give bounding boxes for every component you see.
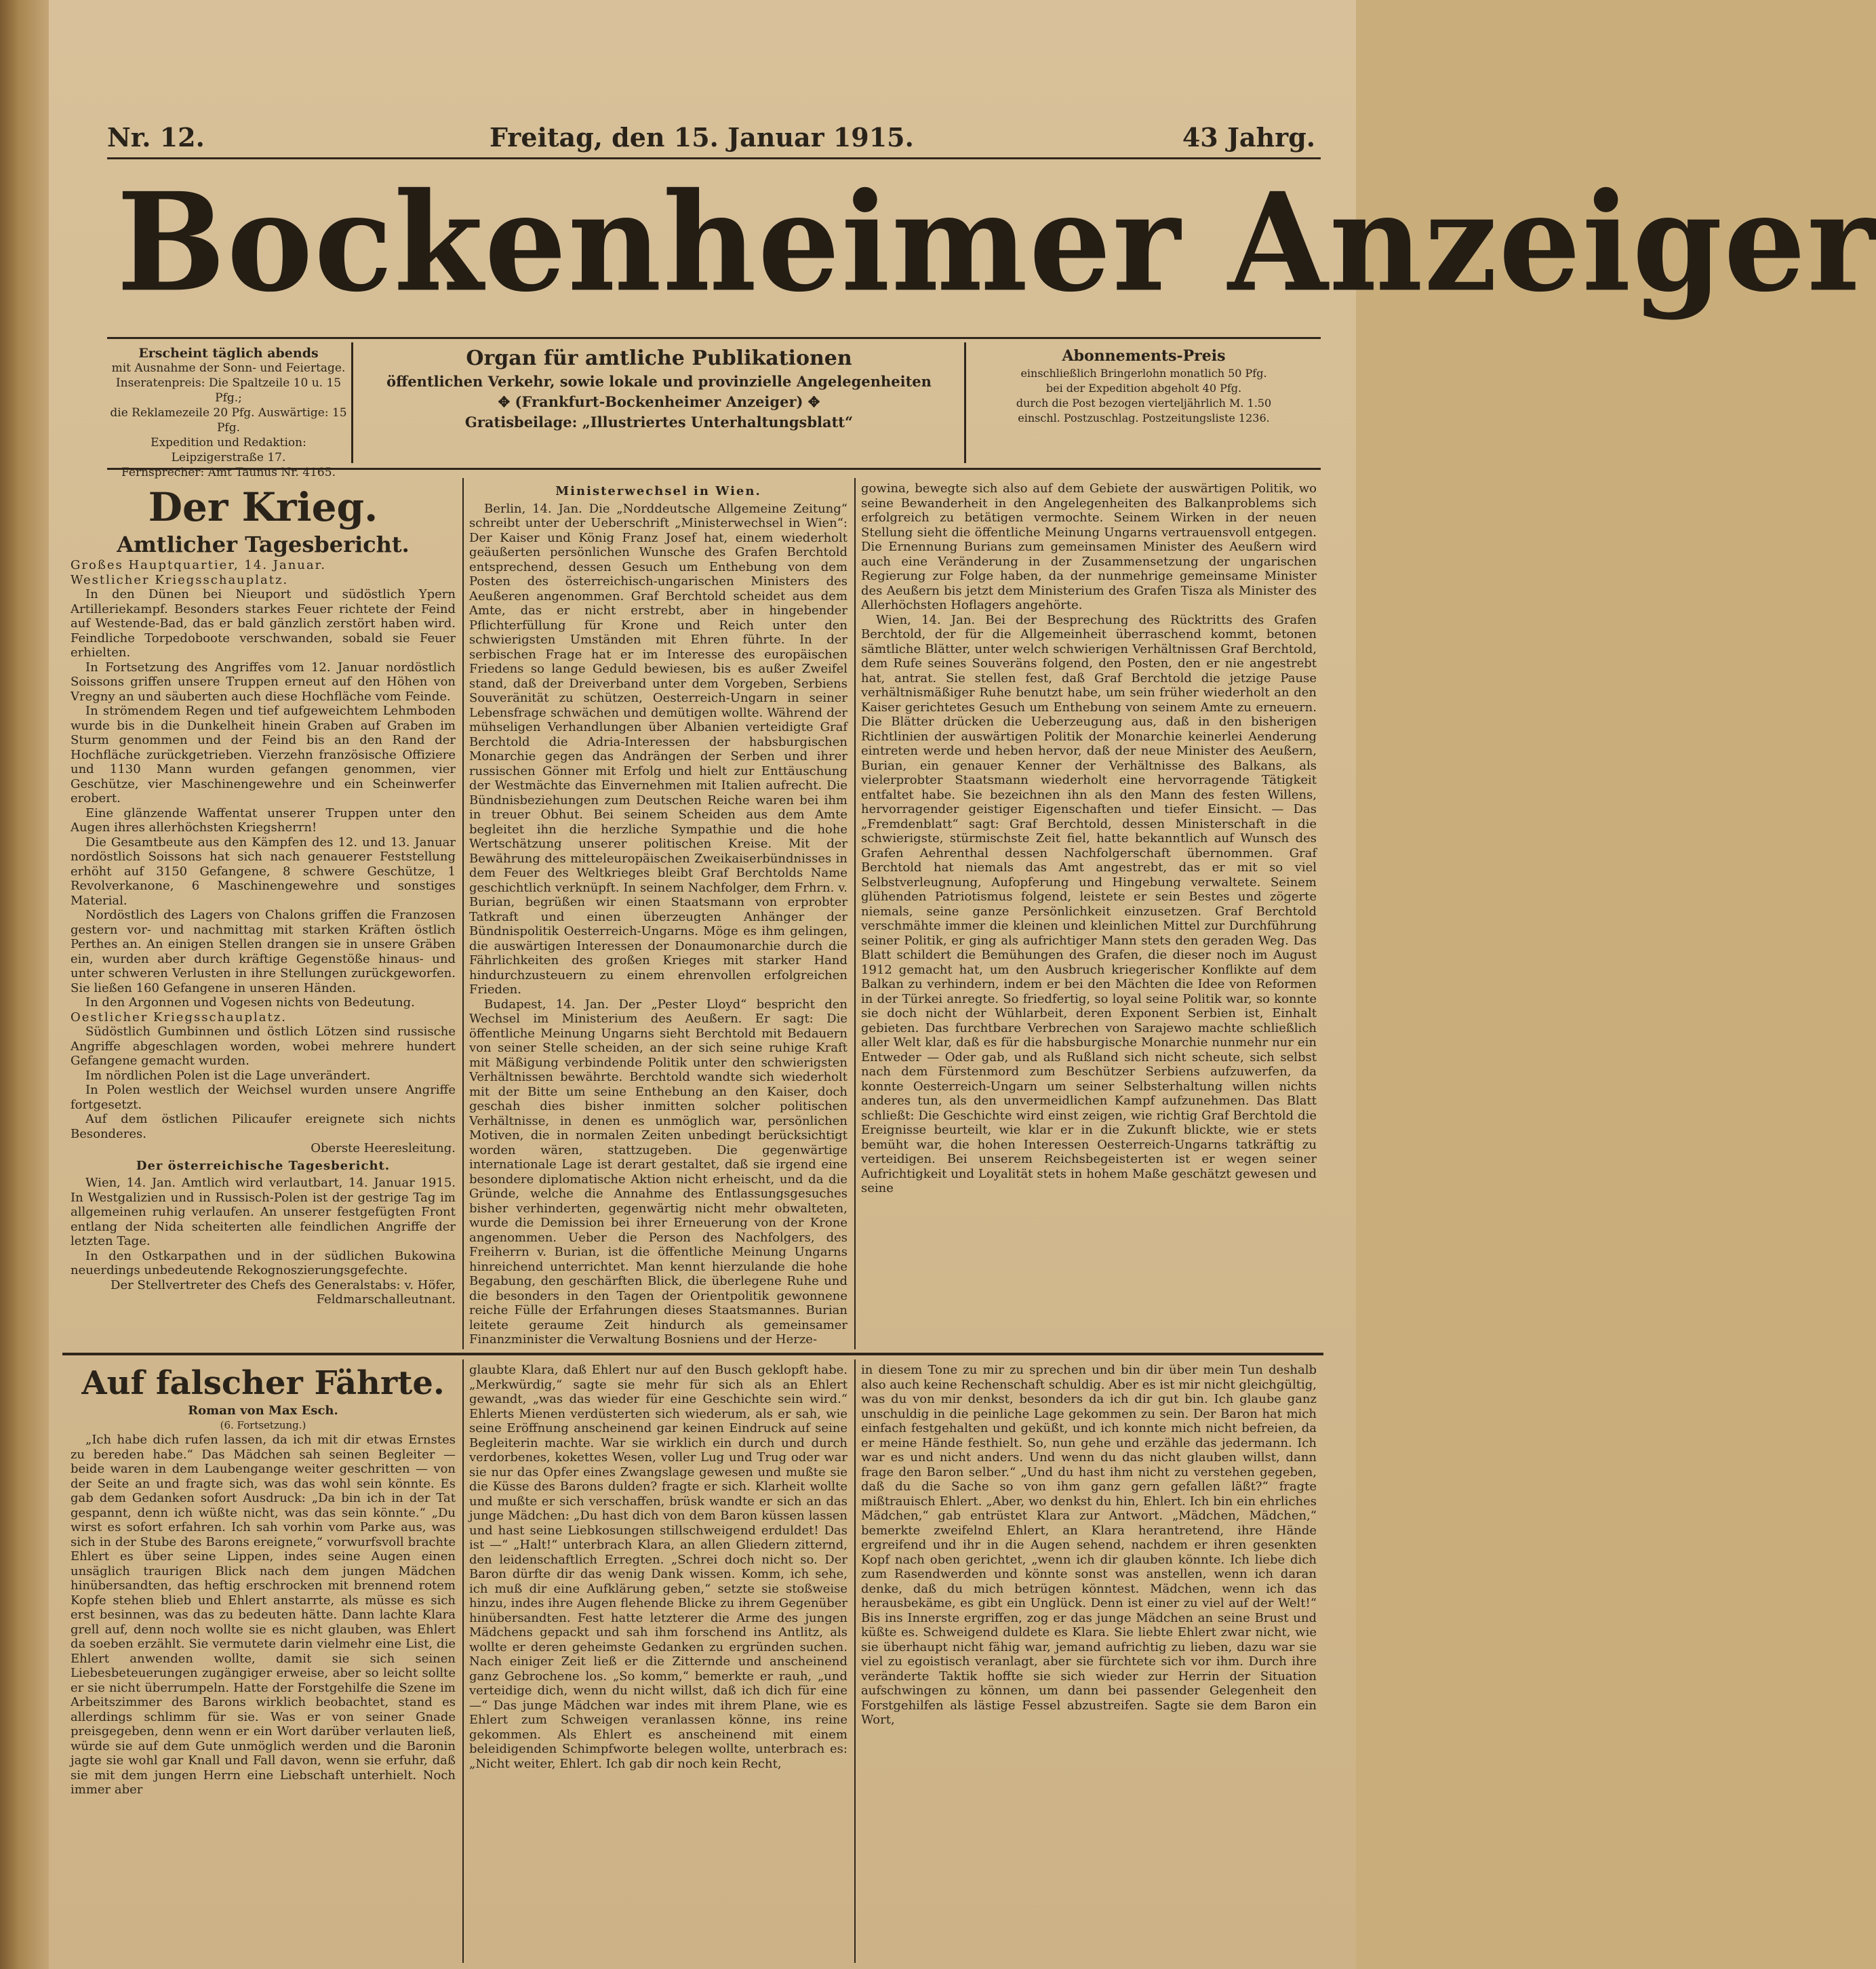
issue-year: 43 Jahrg. <box>1182 122 1315 153</box>
paragraph: Wien, 14. Jan. Bei der Besprechung des Rücktritts des Grafen Berchtold, der für die Allgemeinheit überraschend kommt, betonen sämtliche Blätter, unter welch schwierigen Verhältnissen Graf Berchtold, dem Rufe seines Souveräns folgend, den Posten, den er nie angestrebt hat, antrat. Sie stellen fest, daß Graf Berchtold die jetzige Pause verhältnismäßiger Ruhe benutzt habe, um sein früher wiederholt an den Kaiser gerichtetes Gesuch um Enthebung von seinem Amte zu erneuern. Die Blätter drücken die Ueberzeugung aus, daß in den bisherigen Richtlinien der auswärtigen Politik der Monarchie keinerlei Aenderung eintreten werde und heben hervor, daß der neue Minister des Aeußern, Burian, ein genauer Kenner der Verhältnisse des Balkans, als vielerprobter Staatsmann wiederholt eine hervorragende Tätigkeit entfaltet habe. Sie bezeichnen ihn als den Mann des festen Willens, hervorragender geistiger Eigenschaften und tiefer Einsicht. — Das „Fremdenblatt“ sagt: Graf Berchtold, dessen Ministerschaft in die schwierigste, stürmischste Zeit fiel, hatte bekanntlich auf Wunsch des Grafen Aehrenthal dessen Nachfolgerschaft übernommen. Graf Berchtold hat niemals das Amt angestrebt, das er mit so viel Selbstverleugnung, Aufopferung und Hingebung verwaltete. Seinem glühenden Patriotismus folgend, leistete er sein Bestes und zögerte niemals, seine ganze Persönlichkeit einzusetzen. Graf Berchtold verschmähte immer die kleinen und kleinlichen Mittel zur Durchführung seiner Politik, er ging als aufrichtiger Mann stets den geraden Weg. Das Blatt schildert die Bemühungen des Grafen, die dieser noch im August 1912 gemacht hat, um den Ausbruch kriegerischer Konflikte auf dem Balkan zu verhindern, indem er bei den Mächten die Idee von Reformen in der Türkei anregte. So friedfertig, so loyal seine Politik war, so konnte sie doch nicht der Wühlarbeit, deren Exponent Serbien ist, Einhalt gebieten. Das furchtbare Verbrechen von Sarajewo machte schließlich aller Welt klar, daß es für die habsburgische Monarchie nunmehr nur ein Entweder — Oder gab, und als Rußland sich nicht scheute, sich selbst nach dem Fürstenmord zum Beschützer Serbiens aufzuwerfen, da konnte Oesterreich-Ungarn um seiner Selbsterhaltung willen nichts anderes tun, als den unvermeidlichen Kampf aufzunehmen. Das Blatt schließt: Die Geschichte wird einst zeigen, wie richtig Graf Berchtold die Ereignisse beurteilt, wie klar er in die Zukunft blickte, wie er stets bemüht war, die hohen Interessen Oesterreich-Ungarns tatkräftig zu verteidigen. Bei unserem Reichsbegeisterten ist er wegen seiner Aufrichtigkeit und Loyalität stets in hohem Maße geschätzt gewesen und seine <box>861 612 1317 1195</box>
top-rule <box>107 157 1321 159</box>
box-top-rule <box>107 337 1321 339</box>
serial-title: Auf falscher Fährte. <box>81 1364 445 1402</box>
serial-continuation: (6. Fortsetzung.) <box>220 1418 306 1431</box>
supplement-note: Gratisbeilage: „Illustriertes Unterhaltungsblatt“ <box>464 414 854 431</box>
paragraph: Im nördlichen Polen ist die Lage unverändert. <box>85 1068 371 1083</box>
minister-change-column <box>469 481 847 1346</box>
ornament-icon: ✥ <box>803 393 820 410</box>
box-divider-left <box>351 342 353 463</box>
paragraph: Budapest, 14. Jan. Der „Pester Lloyd“ bespricht den Wechsel im Ministerium des Aeußern. Er sagt: Die öffentliche Meinung Ungarns sieht Berchtold mit Bedauern von seiner Stelle scheiden, an der sich seine ruhige Kraft mit Mäßigung verbindende Politik unter den schwierigsten Verhältnissen bewährte. Berchtold wandte sich wiederholt mit der Bitte um seine Enthebung an den Kaiser, doch geschah dies bisher inmitten solcher politischen Verhältnisse, in denen es unmöglich war, persönlichen Motiven, die in normalen Zeiten unbedingt berücksichtigt worden wären, stattzugeben. Die gegenwärtige internationale Lage ist derart gestaltet, daß sie irgend eine besondere diplomatische Aktion nicht erheischt, und da die Gründe, welche die Annahme des Entlassungsgesuches bisher verhinderten, gegenwärtig nicht mehr obwalteten, wurde die Demission bei ihrer Erneuerung von der Krone angenommen. Ueber die Person des Nachfolgers, des Freiherrn v. Burian, ist die öffentliche Meinung Ungarns hinreichend unterrichtet. Man kennt hierzulande die hohe Begabung, den geschärften Blick, die überlegene Ruhe und die besonders in den Tagen der Orientpolitik gewonnene reiche Fülle der Erfahrungen dieses Staatsmannes. Burian leitete geraume Zeit hindurch als gemeinsamer Finanzminister die Verwaltung Bosniens und der Herze- <box>469 997 847 1347</box>
paragraph: in diesem Tone zu mir zu sprechen und bin dir über mein Tun deshalb also auch keine Rechenschaft schuldig. Aber es ist mir nicht gleichgültig, was du von mir denkst, besonders da ich dir gut bin. Ich glaube ganz unschuldig in die peinliche Lage gekommen zu sein. Der Baron hat mich einfach festgehalten und geküßt, und ich konnte mich nicht befreien, da er meine Hände festhielt. So, nun gehe und erzähle das jedermann. Ich war es und nicht anders. Und wenn du das nicht glauben willst, dann frage den Baron selber.“ „Und du hast ihm nicht zu verstehen gegeben, daß du die Sache so von ihm ganz gern gefallen läßt?“ fragte mißtrauisch Ehlert. „Aber, wo denkst du hin, Ehlert. Ich bin ein ehrliches Mädchen,“ gab entrüstet Klara zur Antwort. „Mädchen, Mädchen,“ bemerkte zweifelnd Ehlert, an Klara herantretend, ihre Hände ergreifend und ihr in die Augen sehend, nachdem er ihren gesenkten Kopf nach oben gerichtet, „wenn ich dir glauben könnte. Ich liebe dich zum Rasendwerden und könnte sonst was anstellen, wenn ich daran denke, daß du mich betrügen könntest. Mädchen, wenn ich das herausbekäme, es gibt ein Unglück. Denn ist einer zu viel auf der Welt!“ Bis ins Innerste ergriffen, zog er das junge Mädchen an seine Brust und küßte es. Schweigend duldete es Klara. Sie liebte Ehlert zwar nicht, wie sie überhaupt nicht fähig war, jemand aufrichtig zu lieben, dazu war sie viel zu egoistisch veranlagt, aber sie fürchtete sich vor ihm. Durch ihre veränderte Taktik hoffte sie sich wieder zur Herrin der Situation aufschwingen zu können, um dann bei passender Gelegenheit den Forstgehilfen als lästige Fessel abzustreifen. Sagte sie dem Baron ein Wort, <box>861 1363 1317 1727</box>
paragraph: In den Argonnen und Vogesen nichts von Bedeutung. <box>85 995 415 1010</box>
ornament-icon: ✥ <box>498 393 515 410</box>
organ-subtitle: ✥ (Frankfurt-Bockenheimer Anzeiger) ✥ <box>498 393 820 410</box>
column-rule-3 <box>462 1359 464 1963</box>
phone-number: Fernsprecher: Amt Taunus Nr. 4165. <box>121 466 336 479</box>
paragraph: Nordöstlich des Lagers von Chalons griffen die Franzosen gestern vor- und nachmittag mit starken Kräften östlich Perthes an. An einigen Stellen drangen sie in unsere Gräben ein, wurden aber durch kräftige Gegenstöße hinaus- und unter schweren Verlusten in ihre Stellungen zurückgeworfen. Sie ließen 160 Gefangene in unseren Händen. <box>71 908 456 995</box>
feuilleton-rule <box>62 1353 1323 1355</box>
column-rule-4 <box>854 1359 856 1963</box>
subscription-post: durch die Post bezogen vierteljährlich M. 1.50 <box>1016 397 1272 410</box>
minister-change-continued <box>861 481 1317 1346</box>
paragraph: Südöstlich Gumbinnen und östlich Lötzen sind russische Angriffe abgeschlagen worden, wobei mehrere hundert Gefangene gemacht wurden. <box>71 1025 456 1068</box>
war-report-column <box>71 478 456 1346</box>
paragraph: Eine glänzende Waffentat unserer Truppen unter den Augen ihres allerhöchsten Kriegsherrn! <box>71 806 456 835</box>
serial-column-3 <box>861 1363 1317 1960</box>
column-rule-1 <box>462 478 464 1349</box>
serial-author: Roman von Max Esch. <box>188 1404 338 1418</box>
western-front-heading: Westlicher Kriegsschauplatz. <box>71 572 289 587</box>
paragraph: In Fortsetzung des Angriffes vom 12. Januar nordöstlich Soissons griffen unsere Truppen erneut auf den Höhen von Vregny an und säuberten auch diese Hochfläche vom Feinde. <box>71 660 456 704</box>
left-info-box <box>110 346 347 480</box>
newspaper-page <box>49 0 1876 1969</box>
editorial-address: Expedition und Redaktion: Leipzigerstraße 17. <box>151 436 306 464</box>
paragraph: In den Dünen bei Nieuport und südöstlich Ypern Artilleriekampf. Besonders starkes Feuer richtete der Feind auf Westende-Bad, das er bald gänzlich zerstört haben wird. Feindliche Torpedoboote verschwanden, sobald sie Feuer erhielten. <box>71 587 456 660</box>
signature: Oberste Heeresleitung. <box>311 1141 456 1155</box>
war-subheadline: Amtlicher Tagesbericht. <box>117 532 410 557</box>
column-rule-2 <box>854 478 856 1349</box>
masthead-title: Bockenheimer Anzeiger <box>117 163 1876 322</box>
binding-edge <box>0 0 49 1969</box>
serial-column-1 <box>71 1363 456 1960</box>
eastern-front-heading: Oestlicher Kriegsschauplatz. <box>71 1010 287 1025</box>
paragraph: In den Ostkarpathen und in der südlichen Bukowina neuerdings unbedeutende Rekognoszierungsgefechte. <box>71 1248 456 1277</box>
paragraph: gowina, bewegte sich also auf dem Gebiete der auswärtigen Politik, wo seine Bewanderheit in den Angelegenheiten des Balkanproblems sich erfolgreich zu betätigen vermochte. Seinem Wirken in der neuen Stellung sieht die öffentliche Meinung Ungarns vertrauensvoll entgegen. Die Ernennung Burians zum gemeinsamen Minister des Aeußern wird auch eine Veränderung in der Zusammensetzung der ungarischen Regierung zur Folge haben, da der nunmehrige gemeinsame Minister des Aeußern bis jetzt dem Ministerium des Grafen Tisza als Minister des Allerhöchsten Hoflagers angehörte. <box>861 481 1317 612</box>
ad-price-2: die Reklamezeile 20 Pfg. Auswärtige: 15 Pfg. <box>110 406 347 435</box>
organ-line: öffentlichen Verkehr, sowie lokale und provinzielle Angelegenheiten <box>386 373 932 390</box>
paragraph: In Polen westlich der Weichsel wurden unsere Angriffe fortgesetzt. <box>71 1083 456 1112</box>
subscription-pickup: bei der Expedition abgeholt 40 Pfg. <box>1045 382 1242 395</box>
publish-note: Erscheint täglich abends <box>138 346 319 361</box>
austrian-report-heading: Der österreichische Tagesbericht. <box>136 1158 391 1173</box>
box-divider-right <box>964 342 966 463</box>
paragraph: In strömendem Regen und tief aufgeweichtem Lehmboden wurde bis in die Dunkelheit hinein Graben auf Graben im Sturm genommen und der Feind bis an den Rand der Hochfläche zurückgetrieben. Vierzehn französische Offiziere und 1130 Mann wurden gefangen genommen, vier Geschütze, vier Maschinengewehre und ein Scheinwerfer erobert. <box>71 704 456 806</box>
paragraph: Die Gesamtbeute aus den Kämpfen des 12. und 13. Januar nordöstlich Soissons hat sich nach genauerer Feststellung erhöht auf 3150 Gefangene, 8 schwere Geschütze, 1 Revolverkanone, 6 Maschinengewehre und sonstiges Material. <box>71 835 456 908</box>
ad-price: Inseratenpreis: Die Spaltzeile 10 u. 15 Pfg.; <box>115 376 342 405</box>
paragraph: glaubte Klara, daß Ehlert nur auf den Busch geklopft habe. „Merkwürdig,“ sagte sie mehr für sich als an Ehlert gewandt, „was das wieder für eine Geschichte sein wird.“ Ehlerts Mienen verdüsterten sich wiederum, als er sah, wie seine Eröffnung anscheinend gar keinen Eindruck auf seine Begleiterin machte. War sie wirklich ein durch und durch verdorbenes, kokettes Wesen, voller Lug und Trug oder war sie nur das Opfer eines Zwangslage gewesen und mußte sie die Küsse des Barons dulden? fragte er sich. Klarheit wollte und mußte er sich verschaffen, brüsk wandte er sich an das junge Mädchen: „Du hast dich von dem Baron küssen lassen und hast seine Liebkosungen stillschweigend erduldet! Das ist —“ „Halt!“ unterbrach Klara, an allen Gliedern zitternd, den leidenschaftlich Erregten. „Schrei doch nicht so. Der Baron dürfte dir das wenig Dank wissen. Komm, ich sehe, ich muß dir eine Aufklärung geben,“ setzte sie stoßweise hinzu, indes ihre Augen flehende Blicke zu ihrem Gegenüber hinübersandten. Fest hatte letzterer die Arme des jungen Mädchens gepackt und sah ihm forschend ins Antlitz, als wollte er deren geheimste Gedanken zu ergründen suchen. Nach einiger Zeit ließ er die Zitternde und anscheinend ganz Gebrochene los. „So komm,“ bemerkte er rauh, „und verteidige dich, wenn du nicht willst, daß ich dich für eine —“ Das junge Mädchen war indes mit ihrem Plane, wie es Ehlert zum Schweigen veranlassen könne, ins reine gekommen. Als Ehlert es anscheinend mit einem beleidigenden Schimpfworte belegen wollte, unterbrach es: „Nicht weiter, Ehlert. Ich gab dir noch kein Recht, <box>469 1363 847 1771</box>
paragraph: „Ich habe dich rufen lassen, da ich mit dir etwas Ernstes zu bereden habe.“ Das Mädchen sah seinen Begleiter — beide waren in dem Laubengange weiter geschritten — von der Seite an und fragte sich, was das wohl sein könnte. Es gab dem Gedanken sofort Ausdruck: „Da bin ich in der Tat gespannt, denn ich wüßte nicht, was das sein könnte.“ „Du wirst es sofort erfahren. Ich sah vorhin vom Parke aus, was sich in der Stube des Barons ereignete,“ vorwurfsvoll brachte Ehlert es über seine Lippen, indes seine Augen einen unsäglich traurigen Blick nach dem jungen Mädchen hinübersandten, das heftig erschrocken mit brennend rotem Kopfe stehen blieb und Ehlert anstarrte, als müsse es sich erst besinnen, was das zu bedeuten hätte. Dann lachte Klara grell auf, denn noch wollte sie es nicht glauben, was Ehlert da soeben erzählt. Sie vermutete darin vielmehr eine List, die Ehlert anwenden wollte, damit sie sich seinen Liebesbeteuerungen zugängiger erweise, aber so leicht sollte er sie nicht überrumpeln. Hatte der Forstgehilfe die Szene im Arbeitszimmer des Barons wirklich beobachtet, stand es allerdings schlimm für sie. Was er von seiner Gnade preisgegeben, denn wenn er ein Wort darüber verlauten ließ, würde sie auf dem Gute unmöglich werden und die Baronin jagte sie wohl gar Knall und Fall davon, wenn sie erfuhr, daß sie mit dem jungen Herrn eine Liebschaft unterhielt. Noch immer aber <box>71 1433 456 1797</box>
paragraph: Wien, 14. Jan. Amtlich wird verlautbart, 14. Januar 1915. In Westgalizien und in Russisch-Polen ist der gestrige Tag im allgemeinen ruhig verlaufen. An unserer festgefügten Front entlang der Nida scheiterten alle feindlichen Angriffe der letzten Tage. <box>71 1176 456 1248</box>
issue-number: Nr. 12. <box>107 122 205 153</box>
subscription-title: Abonnements-Preis <box>1062 347 1226 365</box>
issue-date: Freitag, den 15. Januar 1915. <box>490 122 914 153</box>
minister-change-heading: Ministerwechsel in Wien. <box>555 484 761 498</box>
subscription-monthly: einschließlich Bringerlohn monatlich 50 Pfg. <box>1020 367 1267 380</box>
subscription-list: einschl. Postzuschlag. Postzeitungsliste 1236. <box>1018 412 1270 424</box>
serial-column-2 <box>469 1363 847 1960</box>
paragraph: Auf dem östlichen Pilicaufer ereignete sich nichts Besonderes. <box>71 1112 456 1141</box>
right-info-box <box>971 346 1317 426</box>
center-info-box <box>358 346 960 433</box>
publish-exceptions: mit Ausnahme der Sonn- und Feiertage. <box>111 361 346 375</box>
signature: Der Stellvertreter des Chefs des Generalstabs: v. Höfer, Feldmarschalleutnant. <box>111 1277 456 1307</box>
organ-title: Organ für amtliche Publikationen <box>466 346 852 370</box>
paragraph: Berlin, 14. Jan. Die „Norddeutsche Allgemeine Zeitung“ schreibt unter der Ueberschrift „Ministerwechsel in Wien“: Der Kaiser und König Franz Josef hat, einem wiederholt geäußerten persönlichen Wunsche des Grafen Berchtold entsprechend, dessen Gesuch um Enthebung von dem Posten des österreichisch-ungarischen Ministers des Aeußeren angenommen. Graf Berchtold scheidet aus dem Amte, das er nicht erstrebt, aber in hingebender Pflichterfüllung für Krone und Reich unter den schwierigsten Umständen mit Ehren führte. In der serbischen Frage hat er im Interesse des europäischen Friedens so lange Geduld bewiesen, bis es außer Zweifel stand, daß der Dreiverband unter dem Vorgeben, Serbiens Souveränität zu schützen, Oesterreich-Ungarn in seiner Lebensfrage schwächen und demütigen wollte. Während der mühseligen Verhandlungen über Albanien verteidigte Graf Berchtold die Adria-Interessen der habsburgischen Monarchie gegen das Andrängen der Serben und ihrer russischen Gönner mit Erfolg und hielt zur Enttäuschung der Westmächte das Einvernehmen mit Italien aufrecht. Die Bündnisbeziehungen zum Deutschen Reiche waren bei ihm in treuer Obhut. Bei seinem Scheiden aus dem Amte begleitet ihn die herzliche Sympathie und die hohe Wertschätzung unserer politischen Kreise. Mit der Bewährung des mitteleuropäischen Zweikaiserbündnisses in dem Feuer des Weltkrieges bleibt Graf Berchtolds Name geschichtlich verknüpft. In seinem Nachfolger, dem Frhrn. v. Burian, begrüßen wir einen Staatsmann von erprobter Tatkraft und einen überzeugten Anhänger der Bündnispolitik Oesterreich-Ungarns. Möge es ihm gelingen, die auswärtigen Interessen der Donaumonarchie durch die Fährlichkeiten des großen Krieges mit starker Hand hindurchzusteuern zu einem ehrenvollen erfolgreichen Frieden. <box>469 501 847 997</box>
dateline: Großes Hauptquartier, 14. Januar. <box>71 558 326 572</box>
war-headline: Der Krieg. <box>148 484 378 530</box>
